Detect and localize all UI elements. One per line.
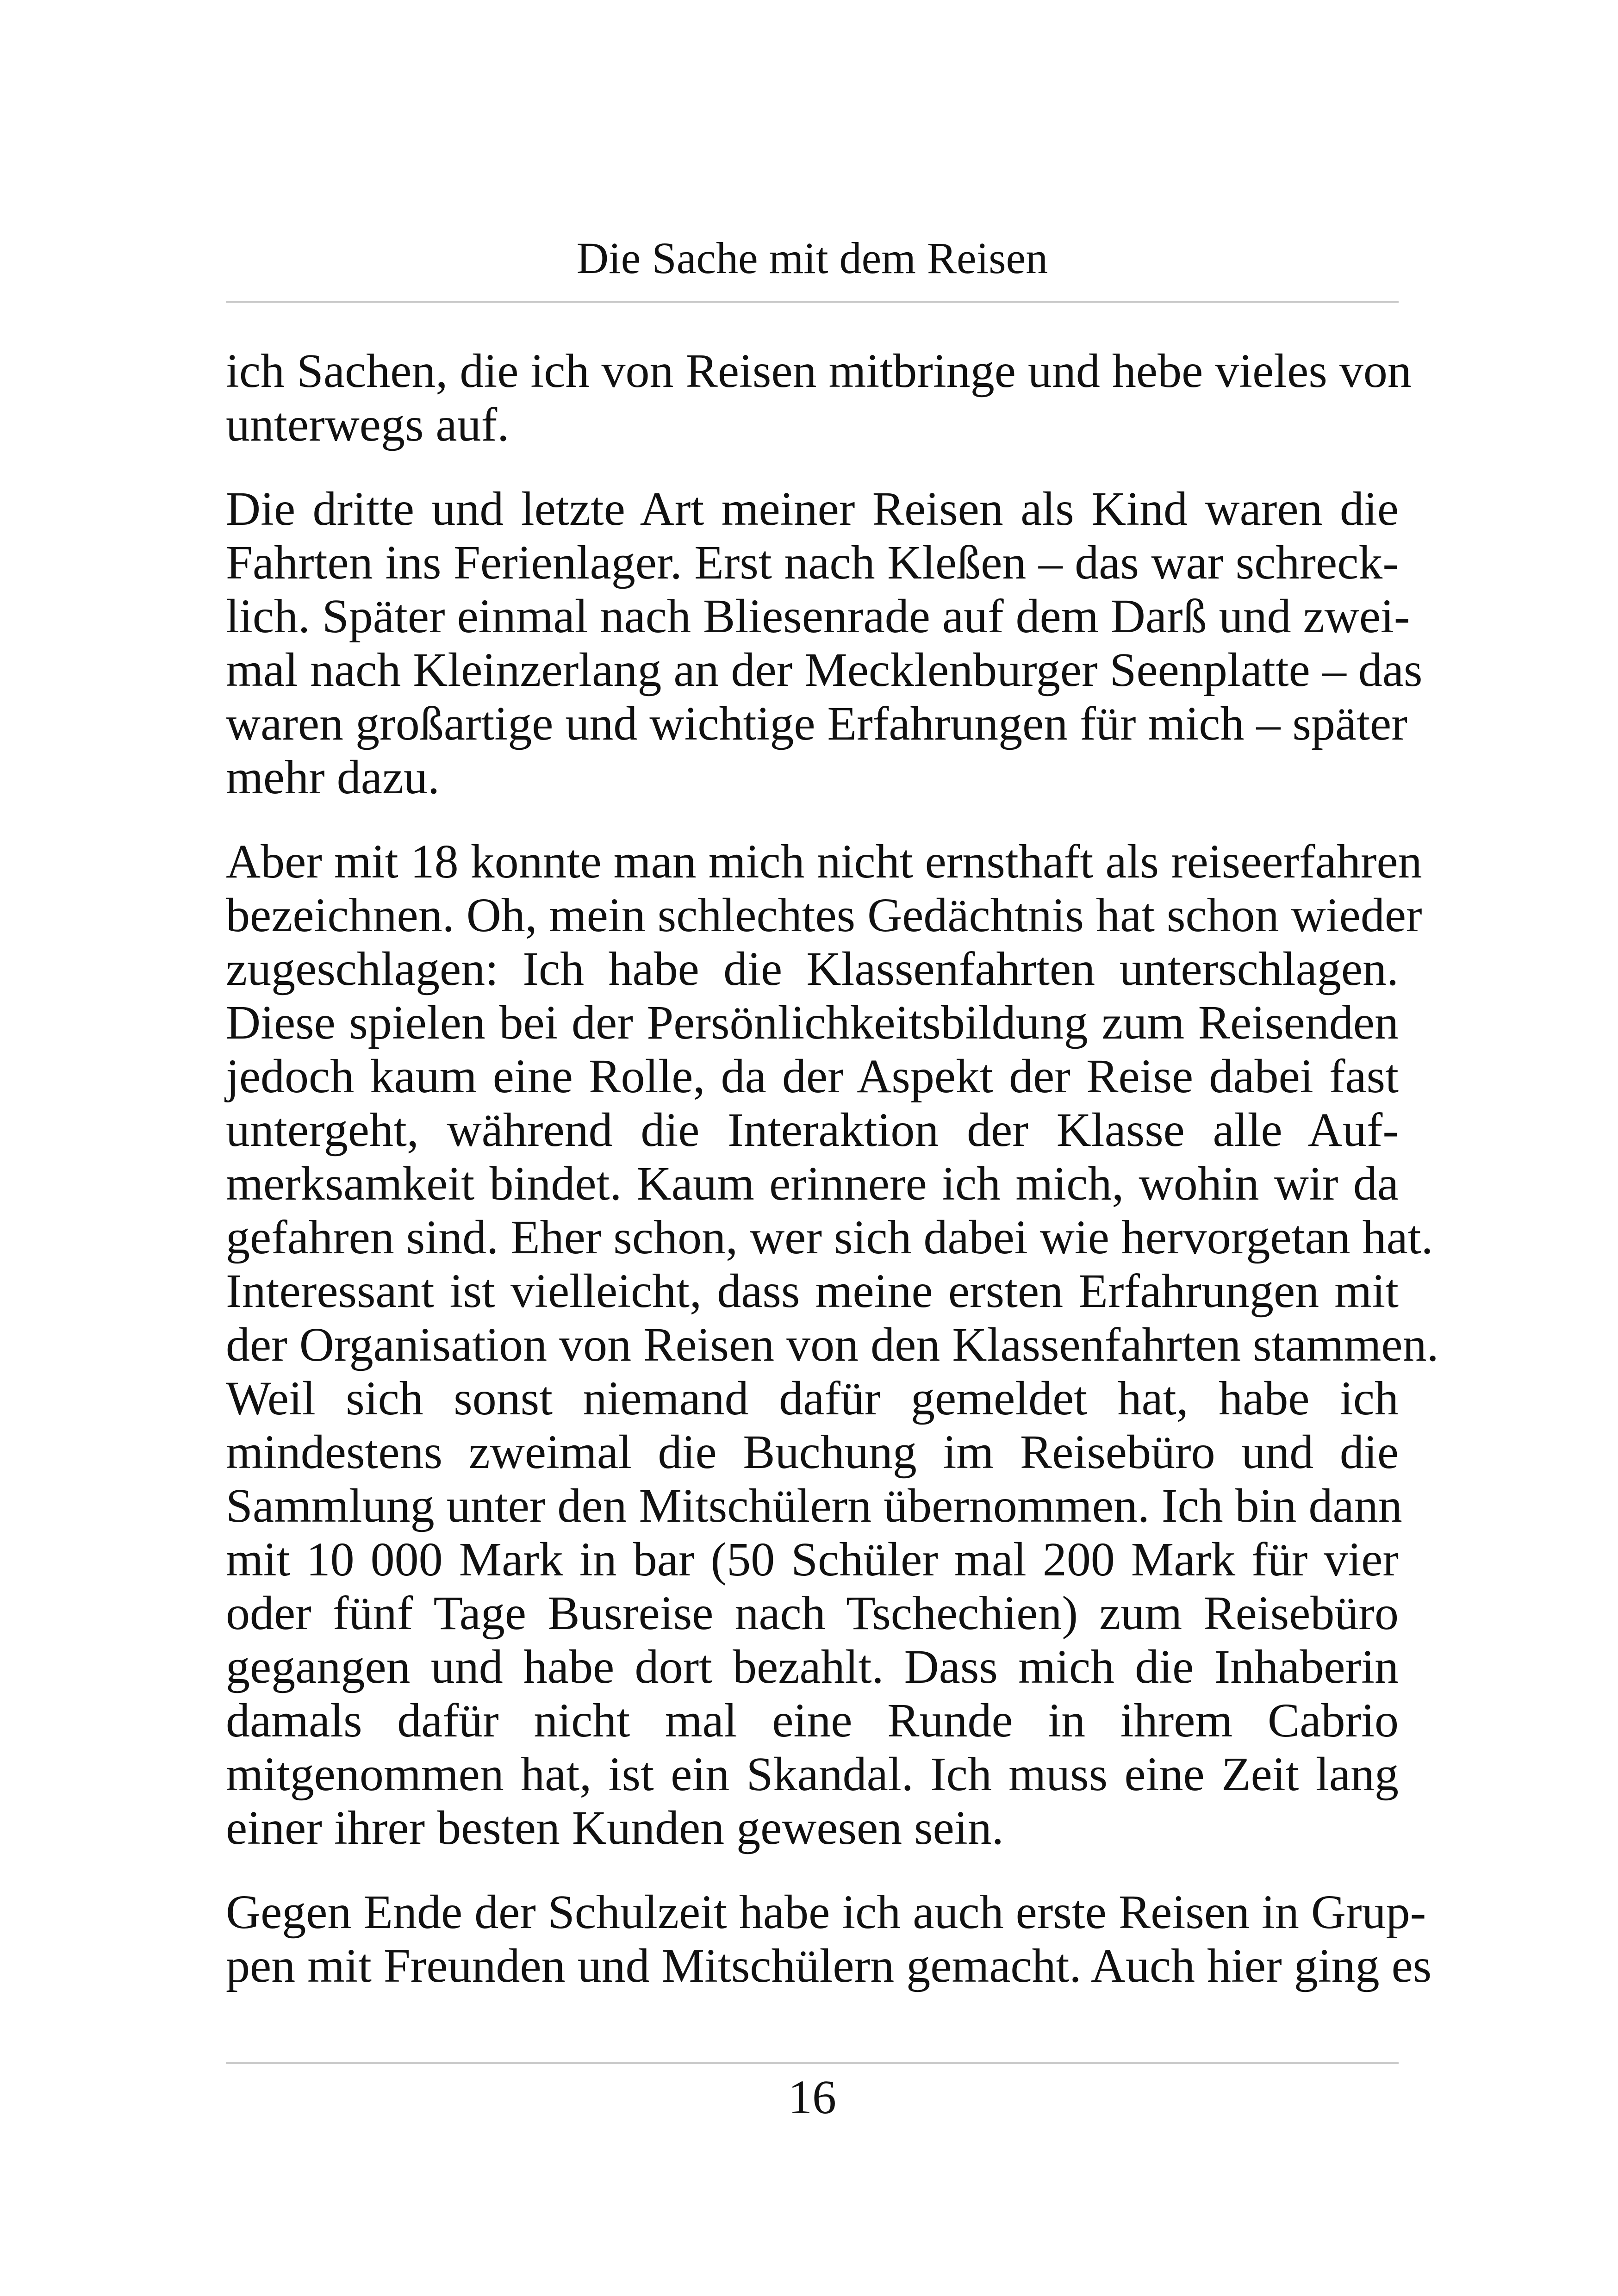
paragraph	[226, 482, 1423, 804]
text-line: Fahrten ins Ferienlager. Erst nach Kleßen – das war schreck-	[226, 536, 1399, 589]
page-number: 16	[788, 2071, 836, 2124]
text-line: mitgenommen hat, ist ein Skandal. Ich muss eine Zeit lang	[226, 1748, 1399, 1801]
text-line: einer ihrer besten Kunden gewesen sein.	[226, 1801, 1004, 1854]
text-line: Aber mit 18 konnte man mich nicht ernsthaft als reiseerfahren	[226, 835, 1422, 888]
paragraph	[226, 835, 1439, 1855]
footer-divider	[226, 2062, 1399, 2064]
text-line: ich Sachen, die ich von Reisen mitbringe und hebe vieles von	[226, 344, 1412, 398]
text-line: lich. Später einmal nach Bliesenrade auf dem Darß und zwei-	[226, 590, 1410, 643]
text-line: Sammlung unter den Mitschülern übernommen. Ich bin dann	[226, 1479, 1402, 1532]
body-text	[226, 344, 1439, 2023]
text-line: Interessant ist vielleicht, dass meine ersten Erfahrungen mit	[226, 1264, 1399, 1318]
text-line: mehr dazu.	[226, 751, 440, 804]
header-divider	[226, 301, 1399, 303]
paragraph	[226, 1885, 1432, 1993]
text-line: Gegen Ende der Schulzeit habe ich auch erste Reisen in Grup-	[226, 1885, 1426, 1939]
text-line: merksamkeit bindet. Kaum erinnere ich mich, wohin wir da	[226, 1157, 1399, 1210]
text-line: pen mit Freunden und Mitschülern gemacht. Auch hier ging es	[226, 1939, 1432, 1992]
running-head-title: Die Sache mit dem Reisen	[576, 233, 1048, 283]
text-line: mindestens zweimal die Buchung im Reisebüro und die	[226, 1425, 1399, 1479]
text-line: oder fünf Tage Busreise nach Tschechien) zum Reisebüro	[226, 1587, 1399, 1640]
text-line: damals dafür nicht mal eine Runde in ihrem Cabrio	[226, 1694, 1399, 1747]
text-line: zugeschlagen: Ich habe die Klassenfahrten unterschlagen.	[226, 942, 1399, 996]
text-line: bezeichnen. Oh, mein schlechtes Gedächtnis hat schon wieder	[226, 889, 1422, 942]
text-line: unterwegs auf.	[226, 398, 510, 451]
text-line: Die dritte und letzte Art meiner Reisen als Kind waren die	[226, 482, 1399, 535]
text-line: mal nach Kleinzerlang an der Mecklenburger Seenplatte – das	[226, 643, 1423, 697]
text-line: Diese spielen bei der Persönlichkeitsbildung zum Reisenden	[226, 996, 1399, 1049]
text-line: mit 10 000 Mark in bar (50 Schüler mal 200 Mark für vier	[226, 1533, 1399, 1586]
paragraph	[226, 344, 1412, 452]
text-line: jedoch kaum eine Rolle, da der Aspekt der Reise dabei fast	[226, 1050, 1399, 1103]
text-line: gefahren sind. Eher schon, wer sich dabei wie hervorgetan hat.	[226, 1211, 1433, 1264]
text-line: waren großartige und wichtige Erfahrungen für mich – später	[226, 697, 1407, 750]
text-line: Weil sich sonst niemand dafür gemeldet hat, habe ich	[226, 1372, 1399, 1425]
text-line: der Organisation von Reisen von den Klassenfahrten stammen.	[226, 1318, 1439, 1371]
text-line: untergeht, während die Interaktion der Klasse alle Auf-	[226, 1103, 1399, 1157]
text-line: gegangen und habe dort bezahlt. Dass mich die Inhaberin	[226, 1640, 1399, 1693]
